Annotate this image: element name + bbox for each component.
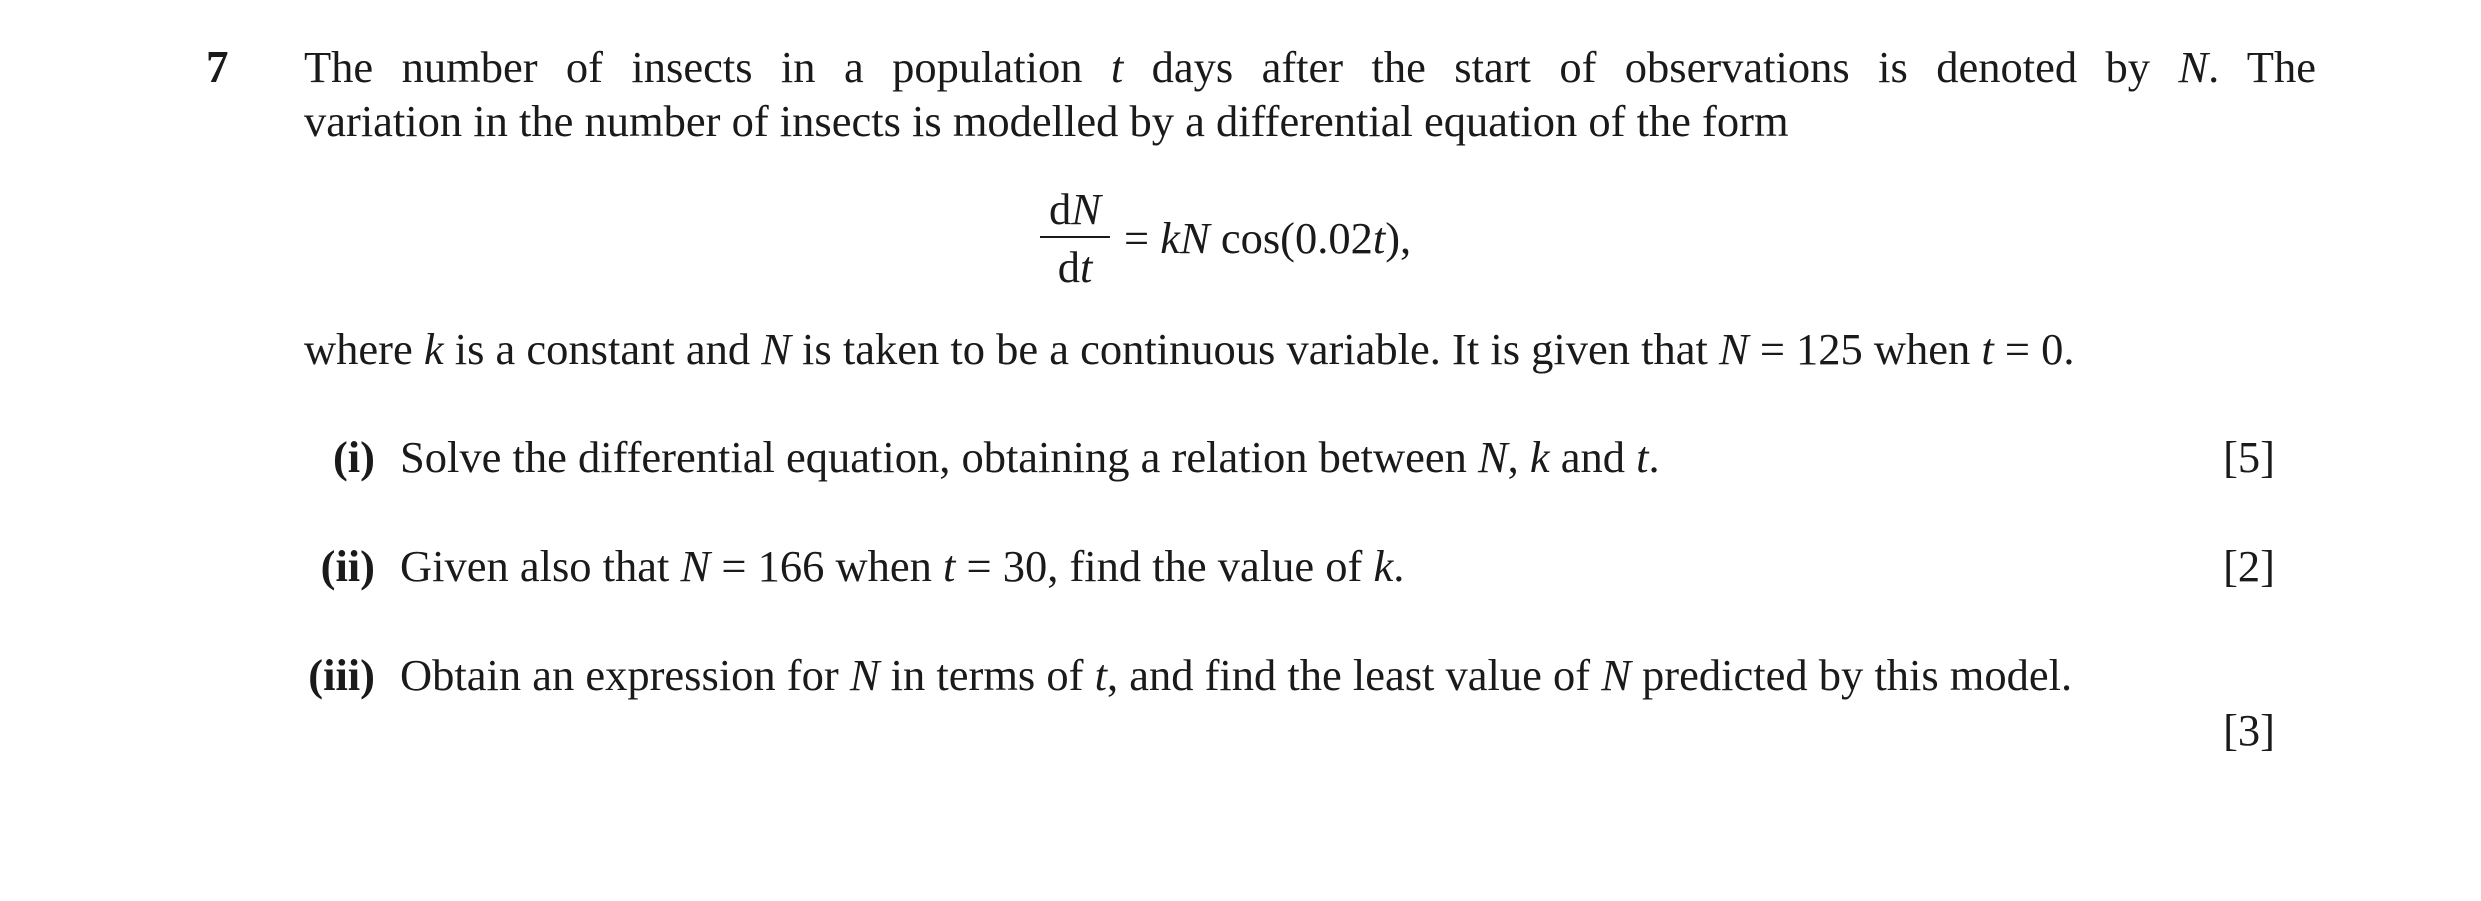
part-marks: [5] — [2223, 432, 2275, 482]
part-text: Solve the differential equation, obtaining a relation between N, k and t. — [400, 432, 1660, 482]
part-text: Given also that N = 166 when t = 30, find the value of k. — [400, 541, 1405, 591]
question-number: 7 — [206, 42, 229, 92]
fraction-bar — [1040, 236, 1110, 238]
fraction-numerator: dN — [1049, 184, 1101, 234]
part-ii — [0, 539, 2481, 593]
part-i — [0, 430, 2481, 484]
part-marks: [3] — [2223, 705, 2275, 755]
part-text: Obtain an expression for N in terms of t, and find the least value of N predicted by this model. — [400, 650, 2073, 700]
part-label: (i) — [332, 432, 375, 482]
part-label: (iii) — [308, 650, 375, 700]
differential-equation — [1040, 178, 1411, 298]
equation-right-side: = kN cos(0.02t), — [1124, 213, 1412, 263]
part-iii — [0, 648, 2481, 702]
part-marks: [2] — [2223, 541, 2275, 591]
stem-line-1: The number of insects in a population t days after the start of observations is denoted by N. The — [304, 42, 2316, 92]
derivative-fraction — [1040, 184, 1110, 292]
question-stem — [304, 40, 2316, 148]
stem-line-2: variation in the number of insects is modelled by a differential equation of the form — [304, 96, 1789, 146]
condition-line: where k is a constant and N is taken to be a continuous variable. It is given that N = 125 when t = 0. — [304, 324, 2075, 374]
fraction-denominator: dt — [1057, 242, 1093, 292]
part-iii-marks-line — [0, 703, 2481, 757]
part-label: (ii) — [320, 541, 375, 591]
